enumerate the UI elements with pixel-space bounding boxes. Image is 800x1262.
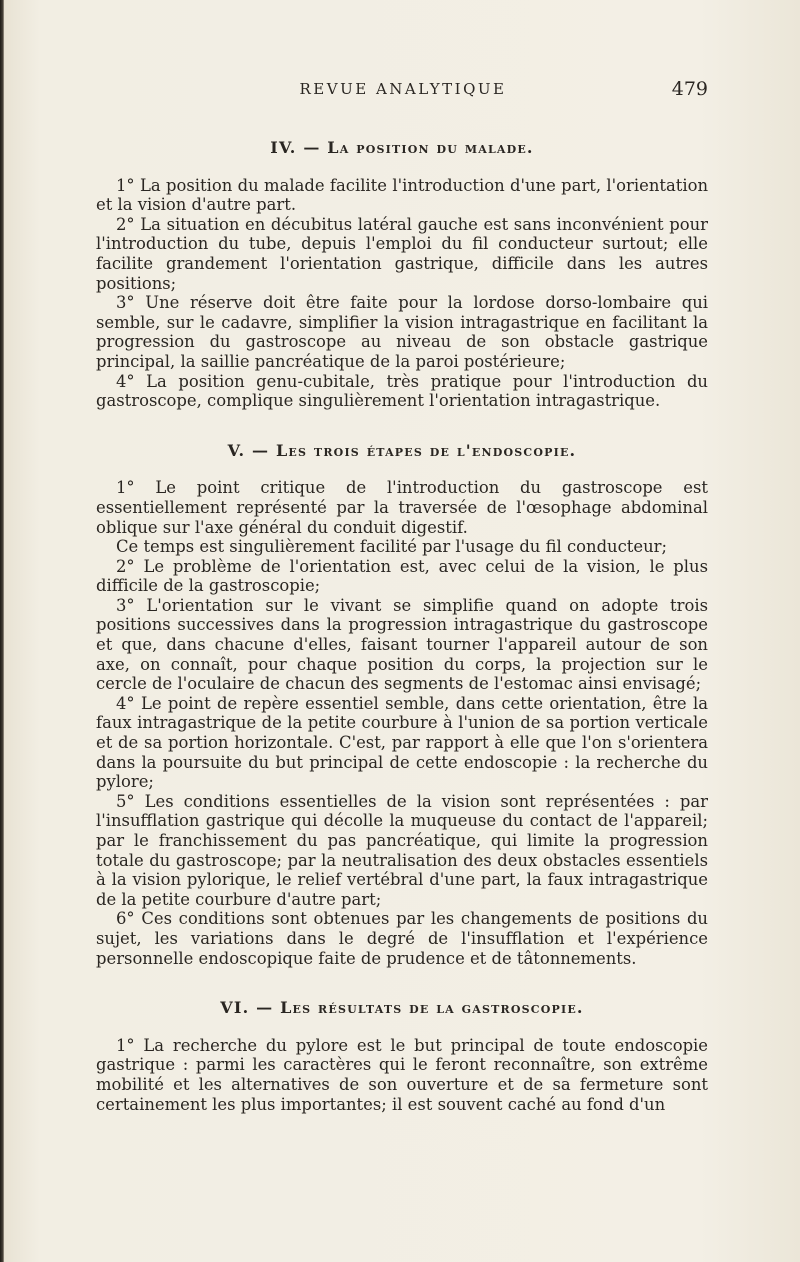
paragraph: 2° Le problème de l'orientation est, avec celui de la vision, le plus difficile de la gastroscopie; (96, 556, 708, 596)
running-head (96, 80, 710, 104)
section-title-vi: VI. — Les résultats de la gastroscopie. (220, 998, 584, 1018)
paragraph: 3° L'orientation sur le vivant se simplifie quand on adopte trois positions successives dans la progression intragastrique du gastroscope et que, dans chacune d'elles, faisant tourner l'appareil autour de son axe, on connaît, pour chaque position du corps, la projection sur le cercle de l'oculaire de chacun des segments de l'estomac ainsi envisagé; (96, 595, 708, 694)
section-title-iv: IV. — La position du malade. (270, 138, 534, 157)
page-number: 479 (671, 78, 708, 100)
section-title-v: V. — Les trois étapes de l'endoscopie. (227, 440, 577, 460)
paragraph: 4° La position genu-cubitale, très pratique pour l'introduction du gastroscope, complique singulièrement l'orientation intragastrique. (96, 371, 708, 411)
paragraph: 4° Le point de repère essentiel semble, dans cette orientation, être la faux intragastrique de la petite courbure à l'union de sa portion verticale et de sa portion horizontale. C'est, par rapport à elle que l'on s'orientera dans la poursuite du but principal de cette endoscopie : la recherche du pylore; (96, 693, 708, 792)
paragraph: Ce temps est singulièrement facilité par l'usage du fil conducteur; (116, 537, 667, 557)
body-text (96, 138, 708, 1114)
binding-edge (0, 0, 4, 1262)
paragraph: 5° Les conditions essentielles de la vision sont représentées : par l'insufflation gastrique qui décolle la muqueuse du contact de l'appareil; par le franchissement du pas pancréatique, qui limite la progression totale du gastroscope; par la neutralisation des deux obstacles essentiels à la vision pylorique, le relief vertébral d'une part, la faux intragastrique de la petite courbure d'autre part; (96, 791, 708, 909)
paragraph: 3° Une réserve doit être faite pour la lordose dorso-lombaire qui semble, sur le cadavre, simplifier la vision intragastrique en facilitant la progression du gastroscope au niveau de son obstacle gastrique principal, la saillie pancréatique de la paroi postérieure; (96, 293, 708, 371)
paragraph: 2° La situation en décubitus latéral gauche est sans inconvénient pour l'introduction du tube, depuis l'emploi du fil conducteur surtout; elle facilite grandement l'orientation gastrique, difficile dans les autres positions; (96, 214, 708, 293)
paragraph: 1° La recherche du pylore est le but principal de toute endoscopie gastrique : parmi les caractères qui le feront reconnaître, son extrême mobilité et les alternatives de son ouverture et de sa fermeture sont certainement les plus importantes; il est souvent caché au fond d'un (96, 1035, 708, 1114)
paragraph: 1° La position du malade facilite l'introduction d'une part, l'orientation et la vision d'autre part. (96, 175, 708, 215)
paragraph: 6° Ces conditions sont obtenues par les changements de positions du sujet, les variations dans le degré de l'insufflation et l'expérience personnelle endoscopique faite de prudence et de tâtonnements. (96, 909, 708, 968)
paragraph: 1° Le point critique de l'introduction du gastroscope est essentiellement représenté par la traversée de l'œsophage abdominal oblique sur l'axe général du conduit digestif. (96, 478, 708, 537)
running-title: REVUE ANALYTIQUE (299, 80, 507, 98)
